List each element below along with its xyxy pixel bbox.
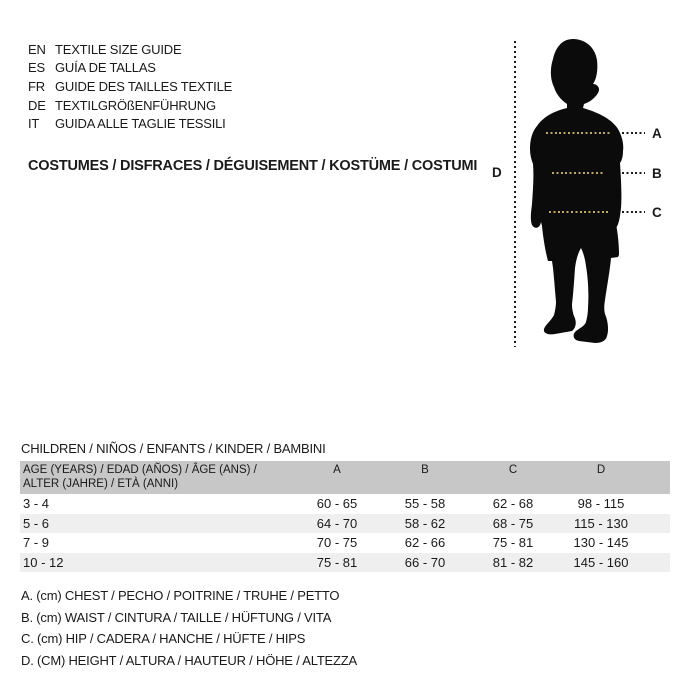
hip-cell: 62 - 68 [492, 496, 534, 511]
language-code: FR [28, 78, 45, 94]
column-header-d: D [596, 464, 606, 476]
hip-cell: 75 - 81 [492, 535, 534, 550]
age-cell: 10 - 12 [23, 554, 64, 570]
column-header-a: A [333, 464, 341, 476]
size-table-header-row [20, 461, 670, 494]
language-code: IT [28, 116, 40, 132]
category-title: COSTUMES / DISFRACES / DÉGUISEMENT / KOSTÜME / COSTUMI [28, 158, 478, 174]
chest-cell: 64 - 70 [316, 515, 358, 531]
column-header-c: C [508, 464, 518, 476]
hip-cell: 68 - 75 [492, 515, 534, 531]
age-cell: 5 - 6 [23, 515, 50, 531]
chest-measure-line-on-body [546, 132, 610, 134]
child-silhouette-image [527, 38, 632, 348]
measure-legend [21, 585, 357, 671]
legend-chest: A. (cm) CHEST / PECHO / POITRINE / TRUHE / PETTO [21, 588, 340, 603]
height-cell: 98 - 115 [577, 496, 625, 511]
language-code: ES [28, 60, 45, 76]
age-header-line1: AGE (YEARS) / EDAD (AÑOS) / ÂGE (ANS) / [23, 464, 257, 476]
age-header-line2: ALTER (JAHRE) / ETÀ (ANNI) [23, 477, 179, 490]
measure-label-c: C [652, 205, 662, 220]
language-label: GUIDA ALLE TAGLIE TESSILI [55, 116, 226, 132]
language-code: EN [28, 41, 46, 57]
row-spacer [645, 533, 670, 553]
waist-measure-line-on-body [552, 172, 604, 174]
chest-cell: 70 - 75 [316, 535, 358, 550]
hip-cell: 81 - 82 [492, 554, 534, 570]
row-spacer [645, 514, 670, 534]
waist-cell: 58 - 62 [404, 515, 446, 531]
table-section-title: CHILDREN / NIÑOS / ENFANTS / KINDER / BAMBINI [21, 441, 326, 456]
column-header-b: B [421, 464, 429, 476]
language-code: DE [28, 97, 46, 113]
waist-cell: 62 - 66 [404, 535, 446, 550]
size-table [20, 461, 670, 572]
waist-cell: 66 - 70 [404, 554, 446, 570]
height-cell: 145 - 160 [573, 554, 629, 570]
row-spacer [645, 494, 670, 514]
row-spacer [645, 553, 670, 573]
age-column-header [20, 461, 293, 494]
language-label: TEXTILGRÖßENFÜHRUNG [55, 97, 216, 113]
chest-cell: 75 - 81 [316, 554, 358, 570]
legend-hip: C. (cm) HIP / CADERA / HANCHE / HÜFTE / HIPS [21, 631, 306, 646]
language-label: GUÍA DE TALLAS [55, 60, 156, 76]
chest-measure-line-pointer [622, 132, 645, 134]
waist-measure-line-pointer [622, 172, 645, 174]
hip-measure-line-pointer [622, 211, 645, 213]
table-row [20, 494, 670, 514]
hip-measure-line-on-body [549, 211, 609, 213]
age-cell: 3 - 4 [23, 496, 50, 511]
language-label: TEXTILE SIZE GUIDE [55, 41, 182, 57]
legend-waist: B. (cm) WAIST / CINTURA / TAILLE / HÜFTUNG / VITA [21, 609, 332, 625]
height-measure-dotted-line [514, 41, 516, 347]
table-row [20, 533, 670, 553]
legend-height: D. (CM) HEIGHT / ALTURA / HAUTEUR / HÖHE / ALTEZZA [21, 652, 357, 668]
measure-label-d: D [492, 165, 502, 180]
height-cell: 130 - 145 [573, 535, 629, 550]
height-cell: 115 - 130 [574, 515, 628, 531]
table-row [20, 553, 670, 573]
waist-cell: 55 - 58 [404, 496, 446, 511]
measure-label-b: B [652, 166, 662, 181]
chest-cell: 60 - 65 [316, 496, 358, 511]
table-row [20, 514, 670, 534]
age-cell: 7 - 9 [23, 535, 50, 550]
language-label: GUIDE DES TAILLES TEXTILE [55, 78, 233, 94]
measure-label-a: A [652, 126, 662, 141]
